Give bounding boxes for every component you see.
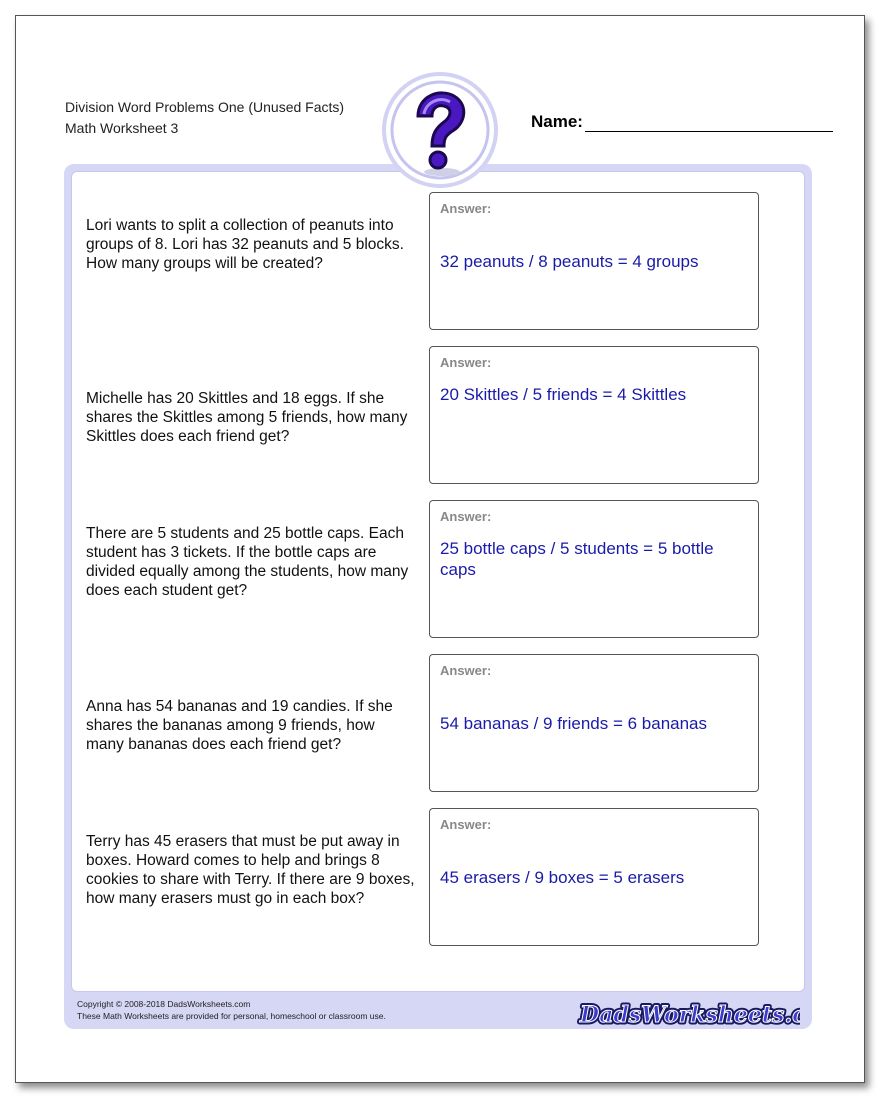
problem-3-question: There are 5 students and 25 bottle caps. Each student has 3 tickets. If the bottle caps are divided equally among the students, how many does each student get? xyxy=(86,525,409,599)
name-blank-line[interactable] xyxy=(585,113,833,132)
answer-5-text: 45 erasers / 9 boxes = 5 erasers xyxy=(440,868,685,887)
answer-box-4[interactable] xyxy=(429,654,759,792)
usage-notice: These Math Worksheets are provided for personal, homeschool or classroom use. xyxy=(77,1011,386,1021)
problem-2-question: Michelle has 20 Skittles and 18 eggs. If she shares the Skittles among 5 friends, how many Skittles does each friend get? xyxy=(86,390,408,445)
brand-logo-outline: DadsWorksheets. xyxy=(580,1002,793,1028)
answer-label: Answer: xyxy=(440,663,492,678)
answer-box-5[interactable] xyxy=(429,808,759,946)
question-mark-icon xyxy=(382,72,498,188)
copyright-text: Copyright © 2008-2018 DadsWorksheets.com xyxy=(77,999,251,1009)
answer-3-text: 25 bottle caps / 5 students = 5 bottle caps xyxy=(440,539,714,579)
dadsworksheets-logo xyxy=(576,996,800,1035)
worksheet-title xyxy=(65,97,344,139)
answer-box-3[interactable] xyxy=(429,500,759,638)
answer-1-text: 32 peanuts / 8 peanuts = 4 groups xyxy=(440,252,699,271)
answer-label: Answer: xyxy=(440,817,492,832)
answer-box-2[interactable] xyxy=(429,346,759,484)
answer-box-1[interactable] xyxy=(429,192,759,330)
answer-4-text: 54 bananas / 9 friends = 6 bananas xyxy=(440,714,708,733)
answer-label: Answer: xyxy=(440,509,492,524)
title-line-1: Division Word Problems One (Unused Facts) xyxy=(65,99,345,115)
answer-2-text: 20 Skittles / 5 friends = 4 Skittles xyxy=(440,385,687,404)
problem-5-question: Terry has 45 erasers that must be put away in boxes. Howard comes to help and brings 8 cookies to share with Terry. If there are 9 boxes, how many erasers must go in each box? xyxy=(86,833,415,907)
problem-1-question: Lori wants to split a collection of peanuts into groups of 8. Lori has 32 peanuts and 5 blocks. How many groups will be created? xyxy=(86,217,404,272)
answer-label: Answer: xyxy=(440,201,492,216)
name-field xyxy=(531,112,833,132)
answer-label: Answer: xyxy=(440,355,492,370)
footer xyxy=(77,998,386,1022)
worksheet-page xyxy=(15,15,865,1083)
problem-4-question: Anna has 54 bananas and 19 candies. If she shares the bananas among 9 friends, how many bananas does each friend get? xyxy=(86,698,393,753)
title-line-2: Math Worksheet 3 xyxy=(65,120,179,136)
name-label: Name: xyxy=(531,112,583,131)
brand-logo-text: DadsWorksheets. xyxy=(580,1002,793,1028)
